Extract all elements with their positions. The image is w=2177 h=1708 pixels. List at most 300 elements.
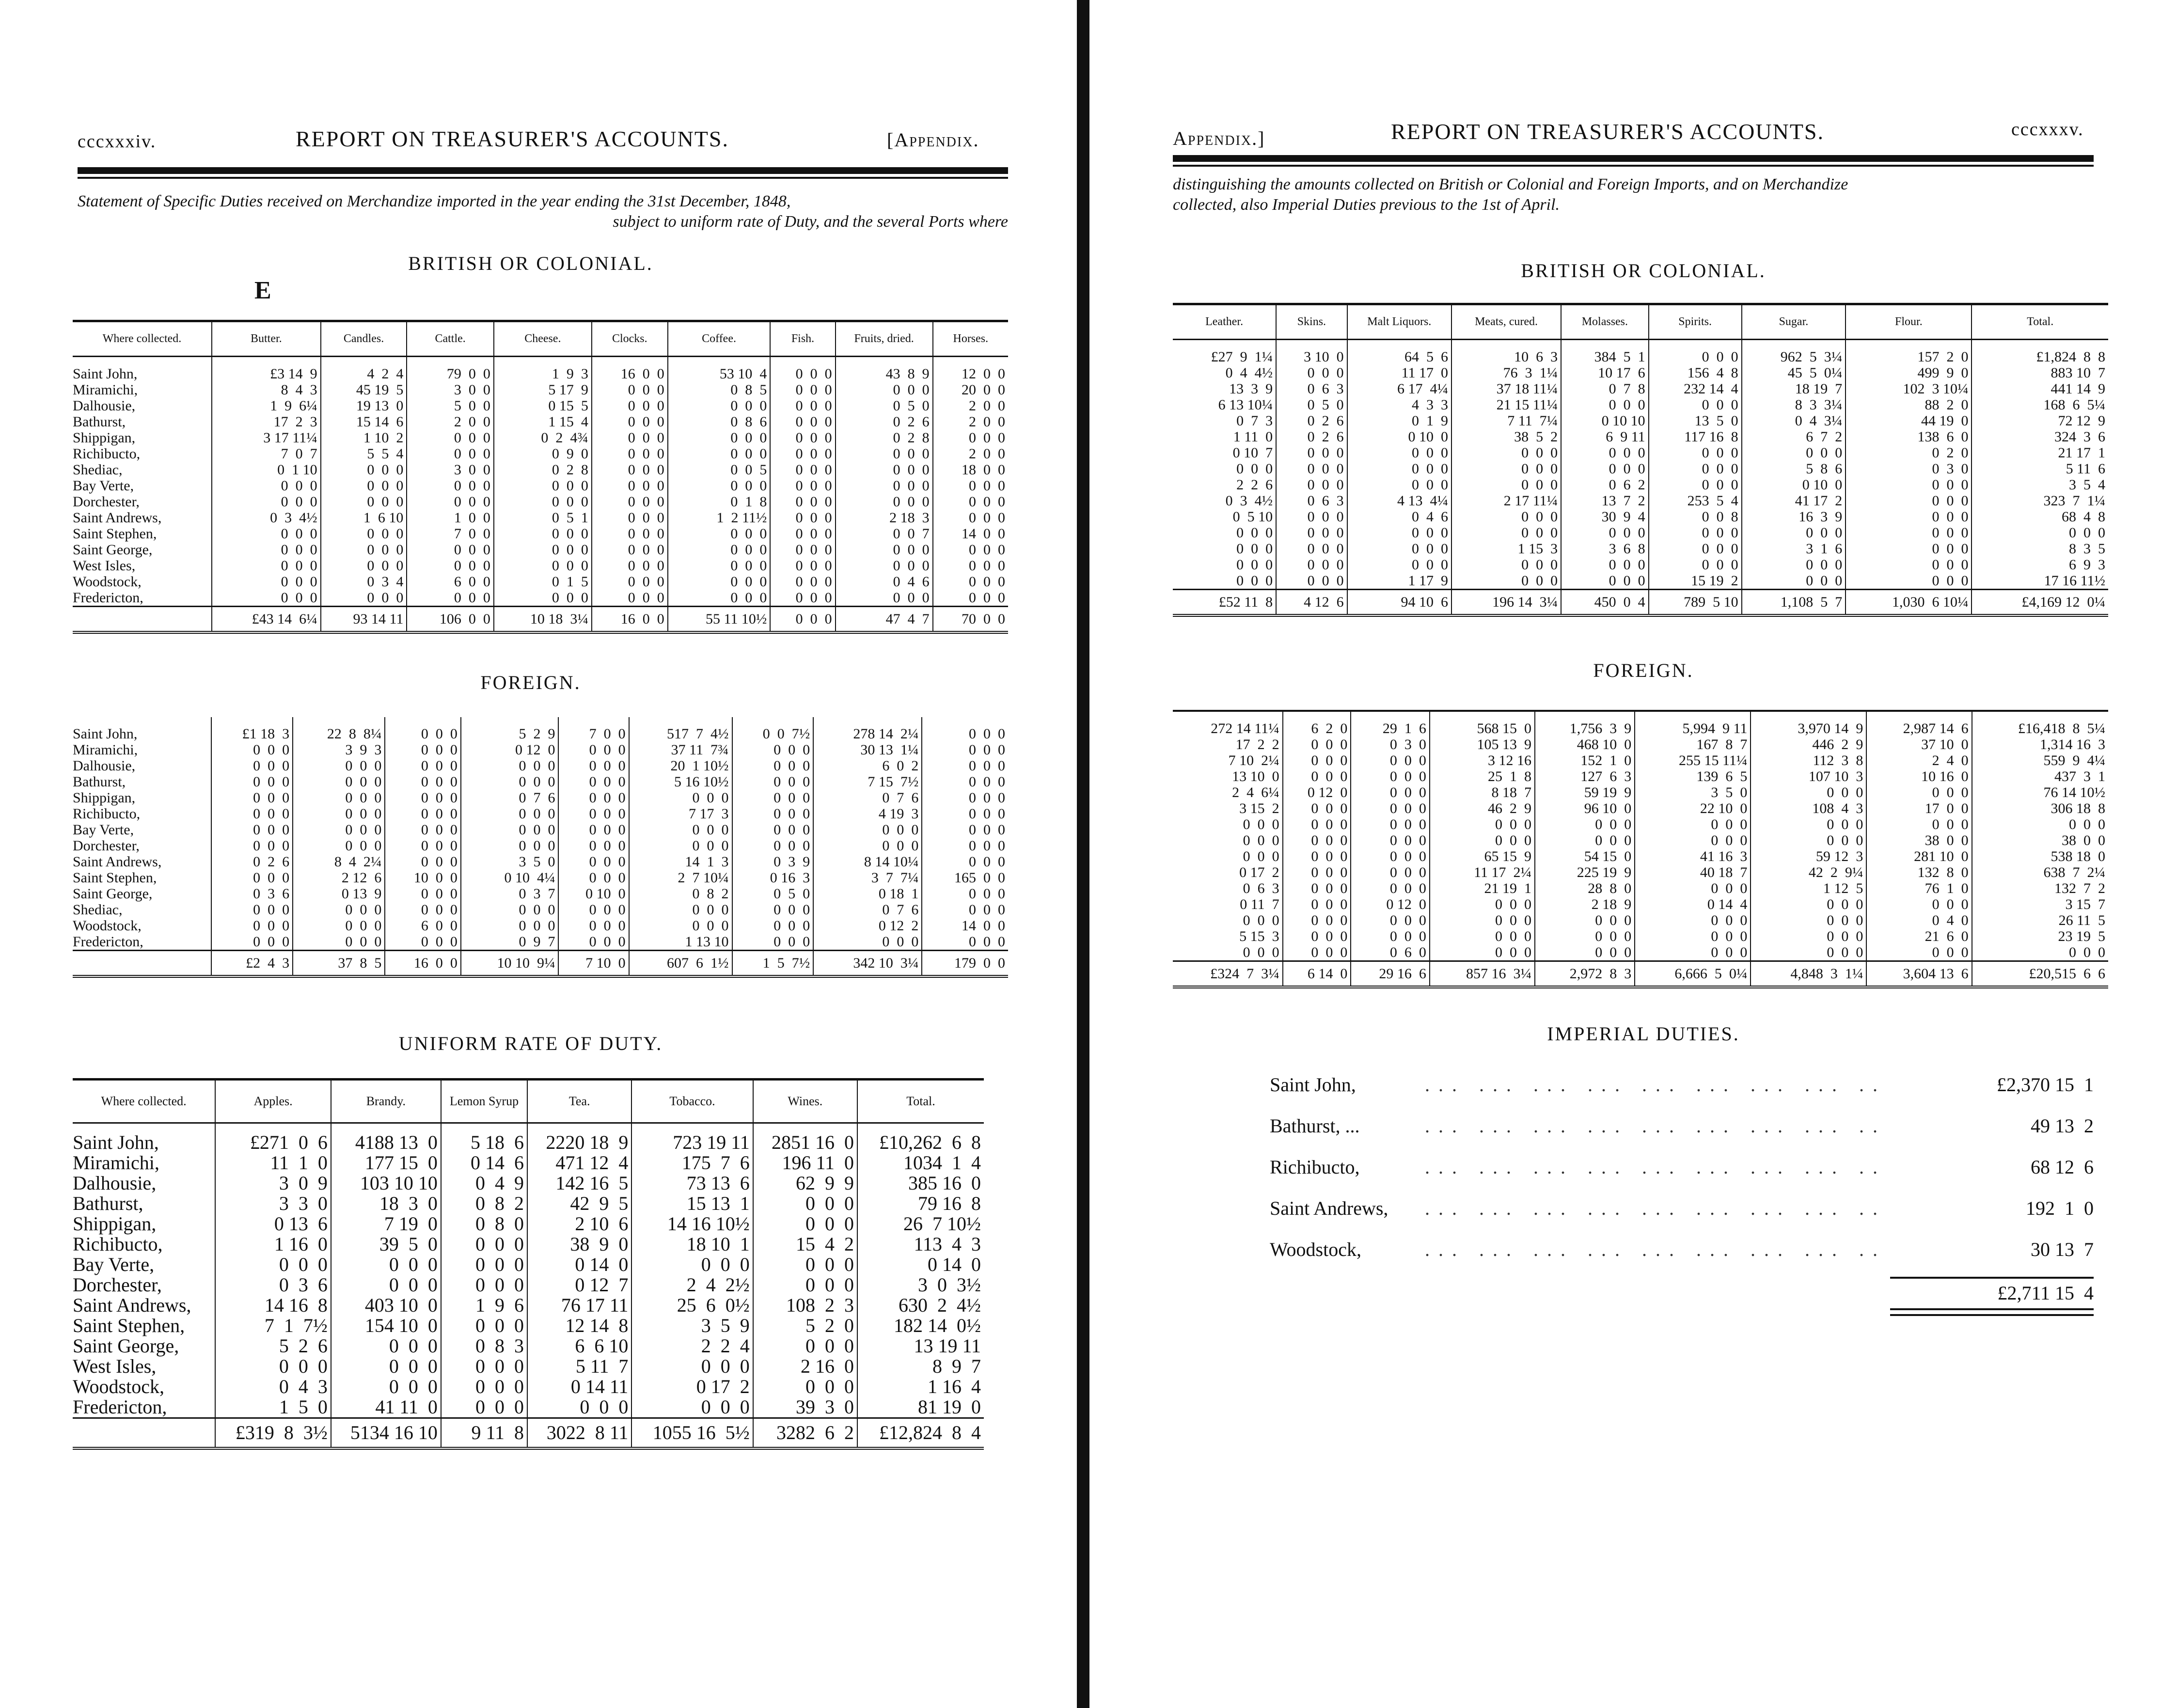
left-british-spacer-row <box>73 357 1008 366</box>
right-british-value-cell: 0 10 7 <box>1173 445 1276 461</box>
left-foreign-total-cell: 607 6 1½ <box>629 951 732 977</box>
left-british-place-cell: Dorchester, <box>73 494 212 510</box>
right-foreign-value-cell: 0 0 0 <box>1430 944 1535 961</box>
left-uniform-value-cell: 2 4 2½ <box>631 1275 753 1295</box>
left-uniform-value-cell: 142 16 5 <box>527 1173 631 1193</box>
right-british-value-cell: 1 15 3 <box>1451 541 1561 557</box>
left-foreign-row <box>73 774 1008 790</box>
imperial-sum-rule <box>1890 1277 2094 1279</box>
left-foreign-value-cell: 0 0 0 <box>385 758 460 774</box>
right-british-value-cell: 0 0 0 <box>1846 541 1972 557</box>
left-british-header-row <box>73 321 1008 357</box>
right-british-value-cell: 0 0 0 <box>2069 525 2105 541</box>
left-foreign-value-cell: 0 0 0 <box>969 806 1005 822</box>
right-british-row <box>1173 445 2108 461</box>
right-foreign-row <box>1173 832 2108 848</box>
left-foreign-place-cell: Saint George, <box>73 886 211 902</box>
left-british-header-cell: Where collected. <box>73 321 212 357</box>
left-uniform-value-cell: 15 4 2 <box>753 1234 857 1254</box>
right-british-value-cell: 8 3 3¼ <box>1742 397 1846 413</box>
book-gutter <box>1077 0 1089 1708</box>
left-foreign-value-cell: 0 0 0 <box>211 838 293 854</box>
right-foreign-row <box>1173 848 2108 864</box>
left-uniform-total-cell: £12,824 8 4 <box>857 1418 984 1449</box>
left-british-value-cell: 0 0 0 <box>668 526 771 542</box>
right-foreign-value-cell: 11 17 2¼ <box>1430 864 1535 880</box>
right-british-value-cell: 38 5 2 <box>1451 429 1561 445</box>
left-foreign-place-cell: Saint John, <box>73 726 211 742</box>
right-statement-line1: distinguishing the amounts collected on British or Colonial and Foreign Imports, and on Merchandize <box>1173 175 1848 193</box>
left-british-value-cell: 0 0 0 <box>836 446 933 462</box>
right-foreign-row <box>1173 912 2108 928</box>
spacer-cell <box>732 717 814 726</box>
right-foreign-value-cell: 0 12 0 <box>1351 896 1430 912</box>
left-british-value-cell: 0 0 0 <box>592 462 668 478</box>
spacer-cell <box>211 717 293 726</box>
right-british-value-cell: 0 0 0 <box>1649 541 1742 557</box>
left-foreign-value-cell: 0 0 0 <box>293 902 385 918</box>
left-british-header-cell: Candles. <box>321 321 407 357</box>
right-foreign-value-cell: 76 1 0 <box>1866 880 1972 896</box>
spacer-cell <box>1173 340 1276 349</box>
right-british-value-cell: 64 5 6 <box>1347 349 1451 365</box>
left-uniform-place-cell: Fredericton, <box>73 1397 215 1418</box>
left-british-value-cell: 0 0 0 <box>321 462 407 478</box>
left-british-value-cell: 0 0 0 <box>770 462 835 478</box>
left-british-value-cell: 0 0 0 <box>668 430 771 446</box>
right-british-value-cell: 10 6 3 <box>1451 349 1561 365</box>
left-british-value-cell: 0 0 0 <box>969 590 1005 606</box>
left-foreign-value-cell: 0 0 0 <box>211 902 293 918</box>
right-foreign-value-cell: 0 14 4 <box>1635 896 1751 912</box>
right-foreign-total-cell: £324 7 3¼ <box>1173 961 1283 987</box>
right-foreign-value-cell: 3 12 16 <box>1430 752 1535 768</box>
right-british-row <box>1173 541 2108 557</box>
right-british-value-cell: 0 0 0 <box>1347 557 1451 573</box>
left-foreign-value-cell: 0 0 0 <box>293 934 385 951</box>
left-british-row <box>73 574 1008 590</box>
right-british-value-cell: 0 0 0 <box>1173 541 1276 557</box>
left-british-value-cell: 3 17 11¼ <box>212 430 321 446</box>
left-foreign-value-cell: 5 16 10½ <box>629 774 732 790</box>
spacer-cell <box>922 717 1008 726</box>
right-foreign-total-cell: 857 16 3¼ <box>1430 961 1535 987</box>
left-foreign-value-cell: 0 0 0 <box>385 854 460 870</box>
left-british-value-cell: 0 0 0 <box>836 382 933 398</box>
right-foreign-value-cell: 167 8 7 <box>1635 736 1751 752</box>
left-british-value-cell: 0 15 5 <box>494 398 592 414</box>
left-foreign-value-cell: 0 0 0 <box>558 902 629 918</box>
right-british-value-cell: 6 13 10¼ <box>1173 397 1276 413</box>
left-foreign-value-cell: 0 0 0 <box>732 758 814 774</box>
left-uniform-value-cell: 0 0 0 <box>631 1397 753 1418</box>
right-foreign-row <box>1173 928 2108 944</box>
right-foreign-value-cell: 0 0 0 <box>1283 880 1351 896</box>
right-british-value-cell: 21 15 11¼ <box>1451 397 1561 413</box>
left-british-value-cell: 0 0 0 <box>407 542 493 558</box>
spacer-cell <box>494 357 592 366</box>
right-british-value-cell: 41 17 2 <box>1742 493 1846 509</box>
spacer-cell <box>1173 711 1283 721</box>
left-foreign-place-cell: Dorchester, <box>73 838 211 854</box>
left-uniform-value-cell: 182 14 0½ <box>894 1315 981 1336</box>
left-foreign-value-cell: 0 0 0 <box>293 838 385 854</box>
left-foreign-value-cell: 0 0 0 <box>461 806 559 822</box>
right-british-table <box>1173 303 2108 617</box>
left-british-value-cell: 0 0 0 <box>592 542 668 558</box>
left-uniform-value-cell: 76 17 11 <box>527 1295 631 1316</box>
right-foreign-value-cell: 0 0 0 <box>1283 864 1351 880</box>
left-foreign-value-cell: 0 0 0 <box>211 790 293 806</box>
left-foreign-value-cell: 1 13 10 <box>629 934 732 951</box>
left-foreign-place-cell: Shippigan, <box>73 790 211 806</box>
imperial-row <box>1270 1073 2094 1097</box>
left-uniform-header-cell: Total. <box>857 1080 984 1123</box>
right-british-row <box>1173 397 2108 413</box>
left-british-value-cell: 0 0 0 <box>592 478 668 494</box>
right-british-row <box>1173 573 2108 590</box>
left-uniform-value-cell: 14 16 8 <box>215 1295 331 1316</box>
left-british-value-cell: 0 0 0 <box>969 510 1005 526</box>
left-foreign-value-cell: 7 17 3 <box>629 806 732 822</box>
left-uniform-value-cell: £271 0 6 <box>215 1132 331 1153</box>
right-british-value-cell: 0 1 9 <box>1347 413 1451 429</box>
left-british-value-cell: 0 0 0 <box>770 366 835 382</box>
left-british-value-cell: 0 5 1 <box>494 510 592 526</box>
left-foreign-value-cell: 0 0 0 <box>385 886 460 902</box>
right-british-value-cell: 88 2 0 <box>1846 397 1972 413</box>
left-foreign-value-cell: 0 0 0 <box>385 838 460 854</box>
right-british-value-cell: 76 3 1¼ <box>1451 365 1561 381</box>
left-uniform-value-cell: 196 11 0 <box>753 1153 857 1173</box>
left-british-value-cell: 43 8 9 <box>836 366 933 382</box>
imperial-place: Saint John, <box>1270 1074 1356 1096</box>
left-uniform-row <box>73 1356 984 1377</box>
left-uniform-value-cell: 113 4 3 <box>914 1233 981 1255</box>
left-uniform-place-cell: Woodstock, <box>73 1377 215 1397</box>
left-foreign-value-cell: 278 14 2¼ <box>813 726 922 742</box>
left-foreign-value-cell: 3 9 3 <box>293 742 385 758</box>
left-foreign-value-cell: 0 0 0 <box>732 822 814 838</box>
left-uniform-value-cell: 154 10 0 <box>331 1316 441 1336</box>
left-british-value-cell: 0 0 0 <box>770 526 835 542</box>
right-british-value-cell: 30 9 4 <box>1561 509 1649 525</box>
right-british-value-cell: 16 3 9 <box>1742 509 1846 525</box>
right-british-value-cell: 0 0 0 <box>1276 461 1347 477</box>
left-foreign-value-cell: 0 0 0 <box>385 726 460 742</box>
left-foreign-value-cell: 4 19 3 <box>813 806 922 822</box>
right-british-value-cell: 6 7 2 <box>1742 429 1846 445</box>
right-british-value-cell: 68 4 8 <box>2062 509 2105 525</box>
right-foreign-value-cell: 0 0 0 <box>1635 944 1751 961</box>
right-foreign-row <box>1173 784 2108 800</box>
left-foreign-value-cell: 14 0 0 <box>962 918 1005 934</box>
left-page-number: cccxxxiv. <box>78 131 157 152</box>
left-foreign-value-cell: 0 0 0 <box>461 838 559 854</box>
right-foreign-value-cell: 0 6 3 <box>1173 880 1283 896</box>
left-foreign-row <box>73 854 1008 870</box>
right-foreign-row <box>1173 721 2108 736</box>
right-foreign-value-cell: 559 9 4¼ <box>2043 752 2105 768</box>
left-british-row <box>73 510 1008 526</box>
imperial-amount: 68 12 6 <box>2031 1156 2094 1178</box>
left-foreign-value-cell: 0 0 0 <box>558 806 629 822</box>
left-page <box>0 0 1061 1708</box>
spacer-cell <box>558 717 629 726</box>
imperial-row <box>1270 1156 2094 1180</box>
left-british-value-cell: 0 0 7 <box>836 526 933 542</box>
right-british-value-cell: 0 0 0 <box>1561 397 1649 413</box>
left-foreign-place-cell: Miramichi, <box>73 742 211 758</box>
right-foreign-value-cell: 54 15 0 <box>1535 848 1635 864</box>
left-foreign-row <box>73 742 1008 758</box>
right-british-value-cell: 6 17 4¼ <box>1347 381 1451 397</box>
right-foreign-value-cell: 38 0 0 <box>2062 832 2105 848</box>
right-british-value-cell: 0 0 0 <box>1742 445 1846 461</box>
right-foreign-value-cell: 0 0 0 <box>1430 816 1535 832</box>
right-foreign-value-cell: 26 11 5 <box>2058 912 2105 928</box>
left-uniform-value-cell: 0 4 3 <box>215 1377 331 1397</box>
right-british-value-cell: 0 7 3 <box>1173 413 1276 429</box>
left-foreign-value-cell: 14 1 3 <box>629 854 732 870</box>
left-foreign-value-cell: 0 0 0 <box>211 822 293 838</box>
left-foreign-value-cell: 0 0 0 <box>969 742 1005 758</box>
right-foreign-value-cell: 65 15 9 <box>1430 848 1535 864</box>
left-british-value-cell: 0 2 4¾ <box>494 430 592 446</box>
left-foreign-row <box>73 902 1008 918</box>
left-foreign-value-cell: 0 9 7 <box>461 934 559 951</box>
left-foreign-value-cell: 0 0 0 <box>969 838 1005 854</box>
spacer-cell <box>1535 711 1635 721</box>
left-british-value-cell: 1 15 4 <box>494 414 592 430</box>
right-foreign-value-cell: 76 14 10½ <box>2043 784 2105 800</box>
left-british-value-cell: 0 0 0 <box>969 542 1005 558</box>
right-british-value-cell: 0 0 0 <box>1173 525 1276 541</box>
left-letter-e: E <box>254 277 271 304</box>
left-british-value-cell: 0 0 0 <box>212 574 321 590</box>
right-foreign-value-cell: 0 11 7 <box>1173 896 1283 912</box>
left-british-value-cell: 12 0 0 <box>962 366 1005 382</box>
right-british-value-cell: 0 5 0 <box>1276 397 1347 413</box>
spacer-cell <box>1972 711 2108 721</box>
left-foreign-value-cell: 0 0 7½ <box>732 726 814 742</box>
right-british-value-cell: 138 6 0 <box>1846 429 1972 445</box>
spacer-cell <box>1972 340 2108 349</box>
right-british-value-cell: 13 5 0 <box>1649 413 1742 429</box>
left-uniform-place-cell: Dorchester, <box>73 1275 215 1295</box>
right-british-value-cell: 0 3 0 <box>1846 461 1972 477</box>
left-british-value-cell: 7 0 0 <box>407 526 493 542</box>
left-british-place-cell: Bathurst, <box>73 414 212 430</box>
spacer-cell <box>1866 711 1972 721</box>
left-british-total-cell: 70 0 0 <box>933 607 1008 633</box>
right-foreign-value-cell: 0 0 0 <box>1283 800 1351 816</box>
left-british-place-cell: Dalhousie, <box>73 398 212 414</box>
left-foreign-place-cell: Saint Stephen, <box>73 870 211 886</box>
right-british-value-cell: 0 0 0 <box>1276 525 1347 541</box>
spacer-cell <box>212 357 321 366</box>
left-foreign-value-cell: 0 0 0 <box>732 902 814 918</box>
imperial-amount: 30 13 7 <box>2031 1238 2094 1260</box>
right-foreign-spacer-row <box>1173 711 2108 721</box>
left-foreign-value-cell: 0 16 3 <box>732 870 814 886</box>
right-british-total-cell: 1,030 6 10¼ <box>1846 590 1972 616</box>
left-british-value-cell: 0 0 0 <box>592 494 668 510</box>
left-british-value-cell: 0 0 0 <box>494 558 592 574</box>
left-foreign-value-cell: 0 0 0 <box>813 822 922 838</box>
right-british-value-cell: £27 9 1¼ <box>1173 349 1276 365</box>
left-foreign-total-cell: 37 8 5 <box>293 951 385 977</box>
left-british-value-cell: 0 3 4 <box>321 574 407 590</box>
right-british-value-cell: 0 0 0 <box>1276 509 1347 525</box>
right-british-value-cell: 384 5 1 <box>1561 349 1649 365</box>
left-british-value-cell: 0 0 0 <box>770 414 835 430</box>
right-foreign-value-cell: 40 18 7 <box>1635 864 1751 880</box>
imperial-amount: £2,370 15 1 <box>1997 1074 2094 1096</box>
left-uniform-value-cell: 7 1 7½ <box>215 1316 331 1336</box>
right-british-value-cell: 0 6 3 <box>1276 381 1347 397</box>
left-foreign-value-cell: 0 10 4¼ <box>461 870 559 886</box>
left-foreign-value-cell: 0 0 0 <box>732 790 814 806</box>
left-british-value-cell: 2 18 3 <box>836 510 933 526</box>
right-foreign-value-cell: 3 15 2 <box>1173 800 1283 816</box>
left-british-value-cell: 0 0 0 <box>321 590 407 607</box>
left-uniform-row <box>73 1132 984 1153</box>
left-appendix-label: [Appendix. <box>887 129 979 151</box>
spacer-cell <box>1751 711 1866 721</box>
left-uniform-value-cell: 0 0 0 <box>331 1254 441 1275</box>
left-british-value-cell: 0 0 0 <box>494 590 592 607</box>
left-british-value-cell: 0 0 0 <box>668 398 771 414</box>
left-british-value-cell: 0 0 0 <box>836 558 933 574</box>
right-foreign-value-cell: 0 0 0 <box>1751 928 1866 944</box>
left-foreign-value-cell: 0 0 0 <box>969 902 1005 918</box>
left-uniform-value-cell: 0 0 0 <box>331 1356 441 1377</box>
left-foreign-value-cell: 0 0 0 <box>732 742 814 758</box>
left-british-value-cell: £3 14 9 <box>212 366 321 382</box>
imperial-double-rule <box>1890 1308 2094 1310</box>
left-foreign-value-cell: 0 0 0 <box>969 934 1005 950</box>
left-foreign-value-cell: 8 14 10¼ <box>813 854 922 870</box>
left-foreign-value-cell: 3 5 0 <box>461 854 559 870</box>
left-foreign-value-cell: 3 7 7¼ <box>813 870 922 886</box>
left-british-value-cell: 53 10 4 <box>668 366 771 382</box>
left-foreign-value-cell: 0 0 0 <box>558 918 629 934</box>
left-foreign-value-cell: 0 0 0 <box>969 854 1005 870</box>
left-british-value-cell: 0 0 0 <box>592 382 668 398</box>
left-uniform-total-cell: £319 8 3½ <box>215 1418 331 1449</box>
left-british-value-cell: 0 0 0 <box>407 478 493 494</box>
right-british-value-cell: 0 0 0 <box>1846 525 1972 541</box>
right-british-value-cell: 0 0 0 <box>1649 477 1742 493</box>
left-british-value-cell: 0 0 0 <box>592 590 668 607</box>
right-british-value-cell: 0 0 0 <box>1347 461 1451 477</box>
left-foreign-row <box>73 758 1008 774</box>
right-british-value-cell: 0 0 0 <box>1451 461 1561 477</box>
right-foreign-value-cell: 0 0 0 <box>1351 832 1430 848</box>
left-british-value-cell: 0 0 0 <box>407 430 493 446</box>
left-british-value-cell: 0 0 0 <box>321 526 407 542</box>
right-foreign-value-cell: 0 0 0 <box>1351 848 1430 864</box>
right-british-value-cell: 0 4 3¼ <box>1742 413 1846 429</box>
left-british-value-cell: 0 0 0 <box>212 558 321 574</box>
left-british-value-cell: 1 6 10 <box>321 510 407 526</box>
right-british-value-cell: 323 7 1¼ <box>2043 493 2105 509</box>
left-foreign-value-cell: 0 0 0 <box>385 742 460 758</box>
right-section-foreign: FOREIGN. <box>1593 659 1694 681</box>
right-british-value-cell: 0 0 0 <box>1561 461 1649 477</box>
left-foreign-value-cell: 0 0 0 <box>385 902 460 918</box>
left-uniform-value-cell: 25 6 0½ <box>631 1295 753 1316</box>
left-uniform-value-cell: 18 10 1 <box>631 1234 753 1254</box>
left-uniform-place-cell: Saint Stephen, <box>73 1316 215 1336</box>
left-foreign-value-cell: 2 7 10¼ <box>629 870 732 886</box>
left-uniform-row <box>73 1275 984 1295</box>
left-uniform-total-cell: 5134 16 10 <box>331 1418 441 1449</box>
left-uniform-value-cell: 0 8 0 <box>441 1214 527 1234</box>
left-uniform-total-row <box>73 1418 984 1449</box>
left-british-value-cell: 0 0 0 <box>770 398 835 414</box>
spacer-cell <box>1451 340 1561 349</box>
left-uniform-value-cell: 0 12 7 <box>527 1275 631 1295</box>
right-british-value-cell: 0 0 0 <box>1276 573 1347 590</box>
left-foreign-value-cell: 6 0 0 <box>385 918 460 934</box>
left-uniform-row <box>73 1193 984 1214</box>
right-foreign-value-cell: 437 3 1 <box>2054 768 2105 784</box>
left-uniform-value-cell: 471 12 4 <box>527 1153 631 1173</box>
left-foreign-value-cell: 0 0 0 <box>385 774 460 790</box>
left-uniform-total-cell <box>73 1418 215 1449</box>
left-foreign-value-cell: 0 3 6 <box>211 886 293 902</box>
left-uniform-value-cell: 3 0 3½ <box>918 1274 981 1296</box>
right-british-total-cell: 196 14 3¼ <box>1451 590 1561 616</box>
right-foreign-total-cell: 4,848 3 1¼ <box>1751 961 1866 987</box>
right-british-header-cell: Molasses. <box>1561 304 1649 340</box>
left-uniform-value-cell: 3 5 9 <box>631 1316 753 1336</box>
right-foreign-value-cell: 112 3 8 <box>1751 752 1866 768</box>
left-foreign-row <box>73 726 1008 742</box>
right-foreign-value-cell: 638 7 2¼ <box>2043 864 2105 880</box>
right-british-total-cell: £52 11 8 <box>1173 590 1276 616</box>
right-british-value-cell: 37 18 11¼ <box>1451 381 1561 397</box>
right-british-value-cell: 232 14 4 <box>1649 381 1742 397</box>
left-foreign-value-cell: 0 12 0 <box>461 742 559 758</box>
left-british-value-cell: 0 0 0 <box>969 574 1005 590</box>
left-british-value-cell: 0 5 0 <box>836 398 933 414</box>
left-uniform-value-cell: 2 16 0 <box>753 1356 857 1377</box>
left-british-value-cell: 0 8 6 <box>668 414 771 430</box>
right-british-value-cell: 0 0 0 <box>1561 573 1649 590</box>
right-foreign-value-cell: 0 0 0 <box>1351 784 1430 800</box>
spacer-cell <box>629 717 732 726</box>
left-british-value-cell: 0 0 0 <box>770 446 835 462</box>
left-british-header-cell: Fish. <box>770 321 835 357</box>
left-british-header-cell: Clocks. <box>592 321 668 357</box>
right-british-value-cell: 0 0 0 <box>1173 557 1276 573</box>
right-foreign-value-cell: 46 2 9 <box>1430 800 1535 816</box>
left-foreign-value-cell: 0 0 0 <box>211 758 293 774</box>
left-foreign-table <box>73 717 1008 978</box>
right-british-row <box>1173 381 2108 397</box>
left-british-place-cell: Richibucto, <box>73 446 212 462</box>
left-british-value-cell: 0 1 5 <box>494 574 592 590</box>
imperial-leader-dots: ... ... ... ... ... ... ... ... .. <box>1425 1197 1886 1219</box>
right-british-value-cell: 499 9 0 <box>1846 365 1972 381</box>
right-foreign-value-cell: 0 0 0 <box>1635 912 1751 928</box>
right-british-value-cell: 0 7 8 <box>1561 381 1649 397</box>
left-foreign-value-cell: 0 5 0 <box>732 886 814 902</box>
left-british-row <box>73 478 1008 494</box>
